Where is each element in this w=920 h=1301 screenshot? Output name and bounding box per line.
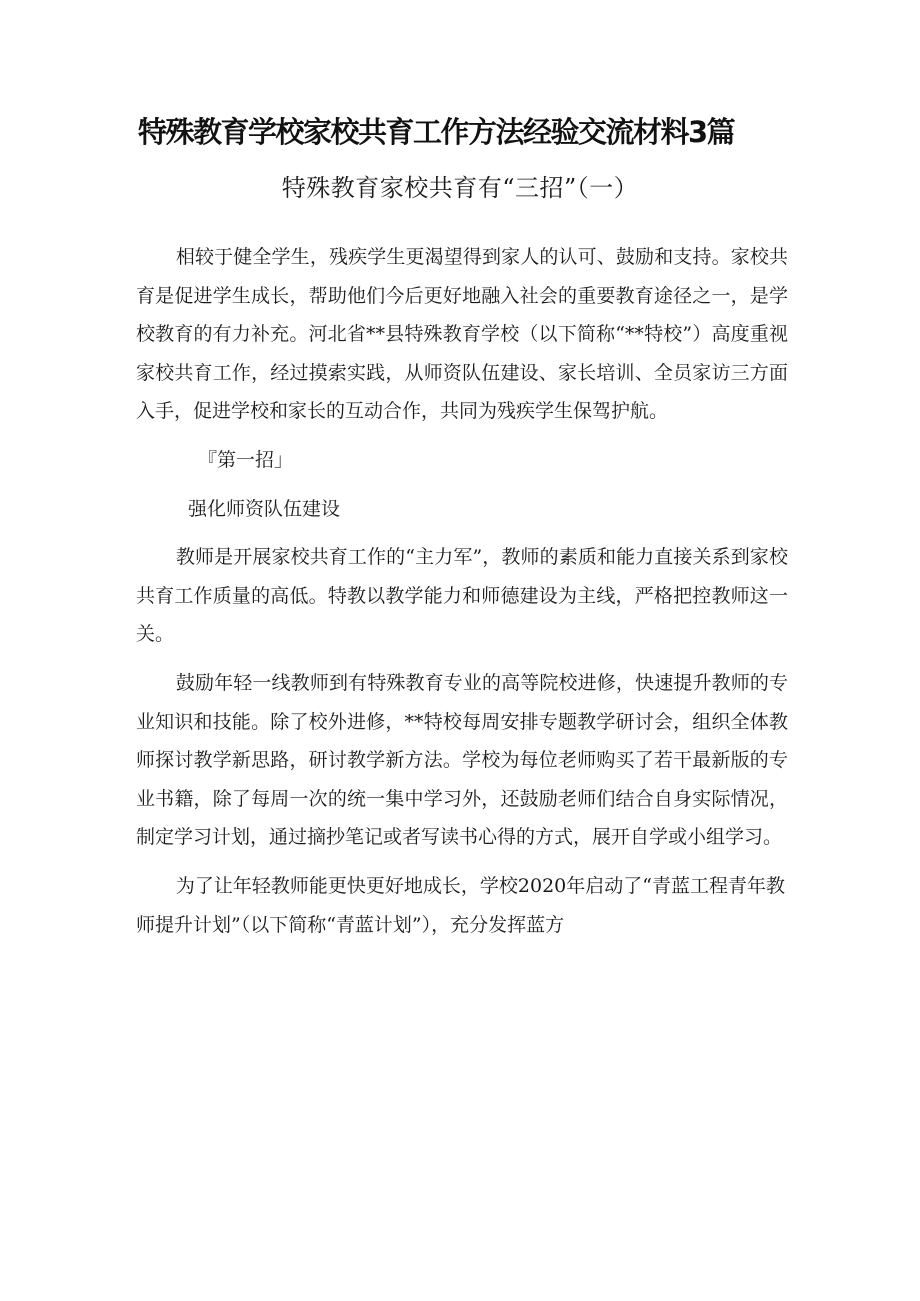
paragraph-training: 鼓励年轻一线教师到有特殊教育专业的高等院校进修，快速提升教师的专业知识和技能。除了校外进修，**特校每周安排专题教学研讨会，组织全体教师探讨教学新思路，研讨教学新方法。学校为每位老师购买了若干最新版的专业书籍，除了每周一次的统一集中学习外，还鼓励老师们结合自身实际情况，制定学习计划，通过摘抄笔记或者写读书心得的方式，展开自学或小组学习。 <box>136 671 788 849</box>
section-heading: 强化师资队伍建设 <box>188 497 341 520</box>
paragraph-qinglan: 为了让年轻教师能更快更好地成长，学校2020年启动了“青蓝工程青年教师提升计划”（以下简称“青蓝计划”），充分发挥蓝方 <box>136 874 785 936</box>
section-subtitle: 特殊教育家校共育有“三招”（一） <box>281 174 639 202</box>
document-body <box>136 238 788 954</box>
paragraph-intro: 相较于健全学生，残疾学生更渴望得到家人的认可、鼓励和支持。家校共育是促进学生成长，帮助他们今后更好地融入社会的重要教育途径之一，是学校教育的有力补充。河北省**县特殊教育学校（以下简称“**特校”）高度重视家校共育工作，经过摸索实践，从师资队伍建设、家长培训、全员家访三方面入手，促进学校和家长的互动合作，共同为残疾学生保驾护航。 <box>136 246 788 423</box>
section-marker: 『第一招」 <box>198 448 294 471</box>
document-title: 特殊教育学校家校共育工作方法经验交流材料3篇 <box>138 115 735 149</box>
paragraph-teachers: 教师是开展家校共育工作的“主力军”，教师的素质和能力直接关系到家校共育工作质量的高低。特教以教学能力和师德建设为主线，严格把控教师这一关。 <box>136 546 788 646</box>
